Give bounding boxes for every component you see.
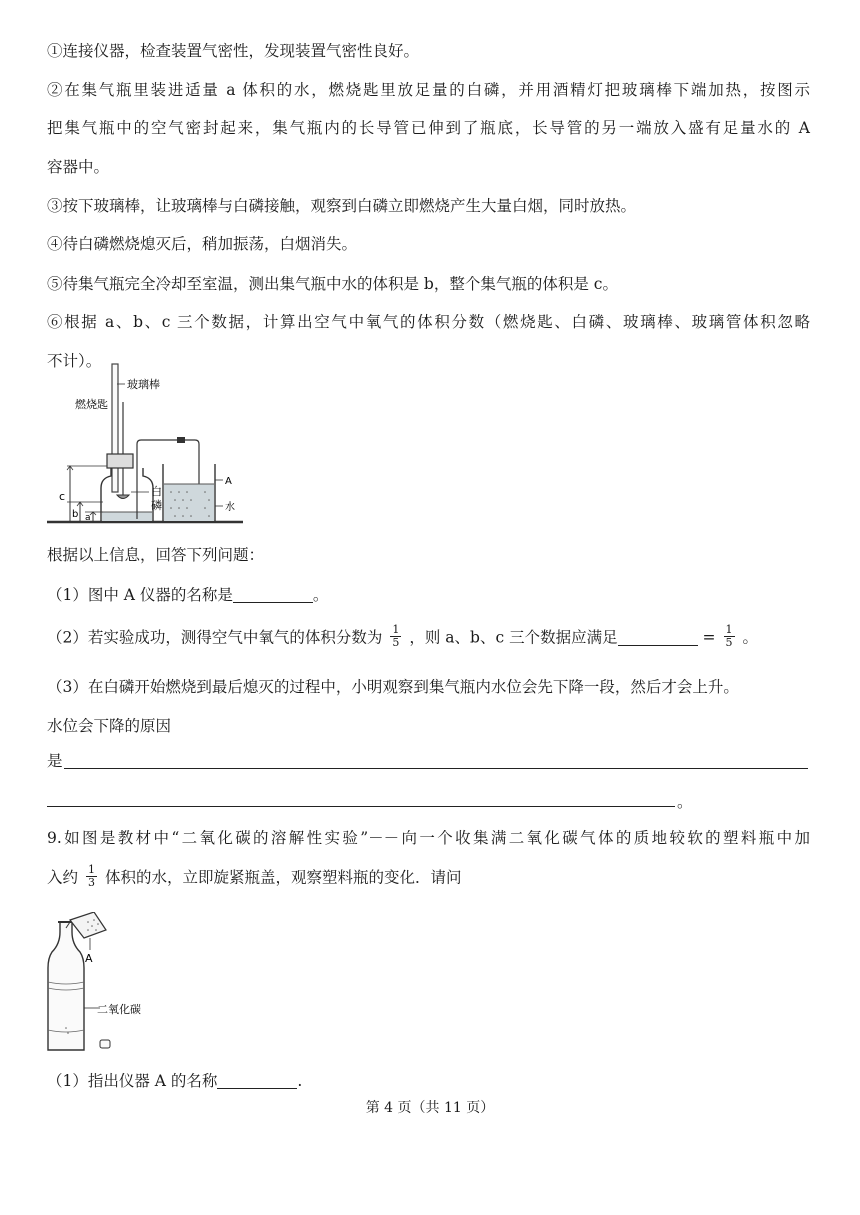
problem-9-question-1-text: （1）指出仪器 A 的名称 xyxy=(47,1072,218,1090)
step-3: ③按下玻璃棒，让玻璃棒与白磷接触，观察到白磷立即燃烧产生大量白烟，同时放热。 xyxy=(47,197,637,215)
question-2-eq: = xyxy=(702,628,716,647)
step-2-line-1: ②在集气瓶里装进适量 a 体积的水，燃烧匙里放足量的白磷，并用酒精灯把玻璃棒下端加热，按图示 xyxy=(47,81,810,99)
answer-blank[interactable] xyxy=(233,586,313,603)
question-1 xyxy=(47,585,810,605)
co2-label: 二氧化碳 xyxy=(97,1003,141,1016)
a-vessel-label: A xyxy=(85,952,93,965)
question-1-text: （1）图中 A 仪器的名称是 xyxy=(47,586,233,604)
dimension-c-label: c xyxy=(59,490,66,503)
step-6-line-2: 不计）。 xyxy=(47,352,102,370)
step-6-line-1: ⑥根据 a、b、c 三个数据，计算出空气中氧气的体积分数（燃烧匙、白磷、玻璃棒、玻璃管体积忽略 xyxy=(47,313,810,331)
dimension-a-label: a xyxy=(85,513,91,523)
bottle-figure xyxy=(44,912,164,1057)
step-2-line-3: 容器中。 xyxy=(47,158,110,176)
fraction-one-fifth: $\frac{1}{5}$ xyxy=(392,623,400,649)
question-3-line-2: 水位会下降的原因 xyxy=(47,717,172,735)
question-2 xyxy=(47,623,810,651)
phosphorus-label-1: 白 xyxy=(151,485,162,498)
answer-blank[interactable] xyxy=(618,629,698,646)
phosphorus-label-2: 磷 xyxy=(151,499,162,512)
step-4: ④待白磷燃烧熄灭后，稍加振荡，白烟消失。 xyxy=(47,235,358,253)
water-label: 水 xyxy=(225,502,235,513)
problem-9-line-2-end: 体积的水，立即旋紧瓶盖，观察塑料瓶的变化．请问 xyxy=(105,868,462,887)
questions-intro: 根据以上信息，回答下列问题： xyxy=(47,546,265,564)
step-2-line-2: 把集气瓶中的空气密封起来，集气瓶内的长导管已伸到了瓶底，长导管的另一端放入盛有足量水的 A xyxy=(47,119,810,137)
apparatus-figure xyxy=(45,362,245,530)
answer-line[interactable] xyxy=(47,806,675,807)
answer-blank[interactable] xyxy=(217,1072,297,1089)
question-2-mid: ，则 a、b、c 三个数据应满足 xyxy=(409,628,618,647)
fraction-one-third: $\frac{1}{3}$ xyxy=(88,863,96,889)
question-3-line-1: （3）在白磷开始燃烧到最后熄灭的过程中，小明观察到集气瓶内水位会先下降一段，然后才会上升。 xyxy=(47,678,739,696)
glass-rod-label: 玻璃棒 xyxy=(127,378,160,391)
question-1-end: 。 xyxy=(312,586,329,604)
problem-9-line-2 xyxy=(47,863,810,891)
problem-9-question-1-end: . xyxy=(297,1072,303,1090)
problem-9-line-2-start: 入约 xyxy=(47,868,79,887)
answer-line[interactable] xyxy=(64,768,808,769)
question-2-end: 。 xyxy=(742,628,759,647)
spoon-label: 燃烧匙 xyxy=(75,398,108,411)
a-vessel-label: A xyxy=(225,476,232,487)
question-2-text: （2）若实验成功，测得空气中氧气的体积分数为 xyxy=(47,628,383,647)
problem-9-line-1: 9.如图是教材中“二氧化碳的溶解性实验”－－向一个收集满二氧化碳气体的质地较软的塑料瓶中加 xyxy=(47,829,810,847)
fraction-one-fifth: $\frac{1}{5}$ xyxy=(725,623,733,649)
step-5: ⑤待集气瓶完全冷却至室温，测出集气瓶中水的体积是 b，整个集气瓶的体积是 c。 xyxy=(47,275,618,293)
step-1: ①连接仪器，检查装置气密性，发现装置气密性良好。 xyxy=(47,42,420,60)
page-footer: 第 4 页（共 11 页） xyxy=(365,1100,495,1116)
question-3-end: 。 xyxy=(677,793,693,811)
problem-9-question-1 xyxy=(47,1071,810,1091)
dimension-b-label: b xyxy=(72,509,79,520)
question-3-line-3-start: 是 xyxy=(47,752,63,770)
